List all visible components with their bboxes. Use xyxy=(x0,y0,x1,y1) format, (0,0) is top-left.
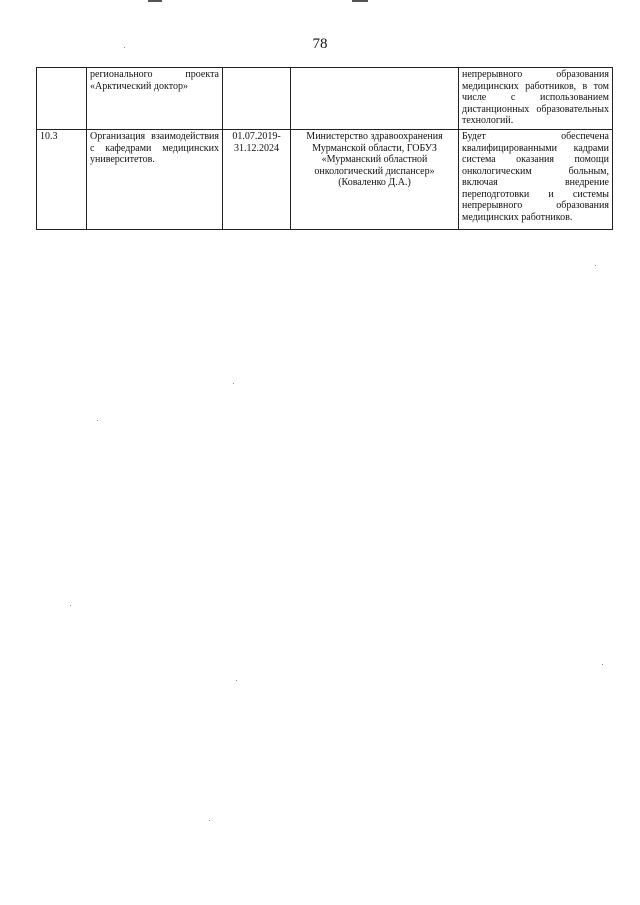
scan-edge-mark xyxy=(148,0,162,2)
result-cell: Будет обеспечена квалифицированными кадрами система оказания помощи онкологическим больным, включая внедрение переподготовки и системы непрерывного образования медицинских работников. xyxy=(459,130,613,230)
table-row xyxy=(37,130,613,230)
scan-speck xyxy=(70,605,71,606)
scan-speck xyxy=(124,47,125,48)
result-cell: непрерывного образования медицинских работников, в том числе с использованием дистанционных образовательных технологий. xyxy=(459,68,613,130)
plan-table xyxy=(36,67,613,230)
scan-speck xyxy=(602,664,603,665)
scan-speck xyxy=(209,820,210,821)
scan-speck xyxy=(97,420,98,421)
responsible-cell: Министерство здравоохранения Мурманской области, ГОБУЗ «Мурманский областной онкологический диспансер» (Коваленко Д.А.) xyxy=(291,130,459,230)
scan-edge-mark xyxy=(352,0,368,2)
dates-cell xyxy=(223,68,291,130)
scan-speck xyxy=(236,680,237,681)
dates-cell: 01.07.2019-31.12.2024 xyxy=(223,130,291,230)
table-row xyxy=(37,68,613,130)
row-number-cell: 10.3 xyxy=(37,130,87,230)
responsible-cell xyxy=(291,68,459,130)
scan-speck xyxy=(595,265,596,266)
activity-cell: Организация взаимодействия с кафедрами медицинских университетов. xyxy=(87,130,223,230)
scan-speck xyxy=(233,383,234,384)
activity-cell: регионального проекта «Арктический доктор» xyxy=(87,68,223,130)
row-number-cell xyxy=(37,68,87,130)
page-number: 78 xyxy=(312,36,328,52)
